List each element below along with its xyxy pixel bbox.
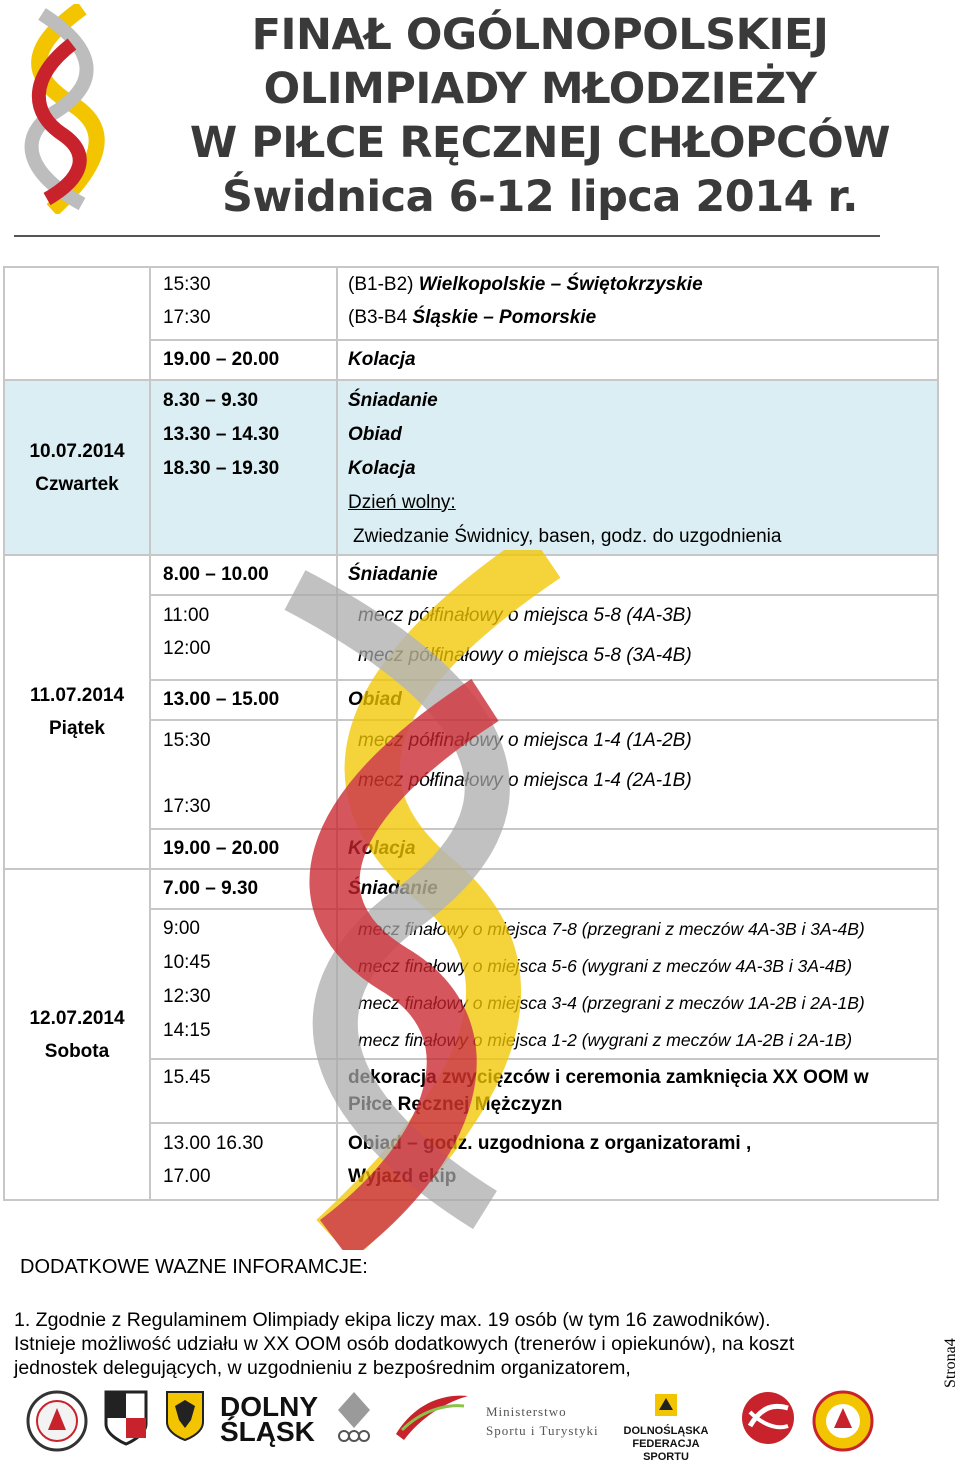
match-teams: Wielkopolskie – Świętokrzyskie: [418, 274, 703, 295]
time-cell: [150, 380, 337, 555]
time-value: 15:30: [163, 274, 211, 295]
time-value: 14:15: [163, 1020, 211, 1041]
match-teams: Śląskie – Pomorskie: [412, 307, 597, 328]
day-cell: [4, 555, 150, 869]
time-value: 17.00: [163, 1166, 211, 1187]
time-value: 19.00 – 20.00: [163, 838, 280, 859]
info-line: Istnieje możliwość udziału w XX OOM osób dodatkowych (trenerów i opiekunów), na koszt: [14, 1333, 795, 1355]
event-value: Śniadanie: [348, 564, 438, 585]
event-value: Obiad: [348, 424, 402, 445]
day-cell: [4, 380, 150, 555]
time-value: 13.00 16.30: [163, 1133, 264, 1154]
event-value: dekoracja zwycięzców i ceremonia zamknięcia XX OOM w: [348, 1067, 869, 1088]
time-value: 9:00: [163, 918, 200, 939]
event-value: mecz półfinałowy o miejsca 1-4 (1A-2B): [358, 730, 692, 751]
table-row: [4, 267, 938, 340]
ministry-swoosh-logo: [392, 1390, 472, 1446]
event-value: Śniadanie: [348, 390, 438, 411]
event-value: Obiad – godz. uzgodniona z organizatorami ,: [348, 1133, 752, 1154]
event-value: Śniadanie: [348, 878, 438, 899]
day-name: Czwartek: [35, 473, 119, 495]
extra-info-text: [14, 1308, 914, 1380]
time-value: 11:00: [163, 605, 210, 626]
title-line-1: FINAŁ OGÓLNOPOLSKIEJ: [251, 10, 829, 60]
event-value: mecz finałowy o miejsca 3-4 (przegrani z meczów 1A-2B i 2A-1B): [358, 993, 865, 1013]
helix-watermark: [255, 550, 585, 1250]
table-row: [4, 380, 938, 555]
handball-federation-logo: [736, 1390, 800, 1448]
title-line-2: OLIMPIADY MŁODZIEŻY: [263, 64, 817, 114]
match-group: (B3-B4: [348, 307, 413, 328]
day-date: 12.07.2014: [29, 1007, 125, 1029]
event-value: Wyjazd ekip: [348, 1166, 457, 1187]
time-value: 17:30: [163, 307, 211, 328]
page-title: [150, 8, 930, 224]
club-crest-logo: [26, 1390, 88, 1452]
free-day-label: Dzień wolny:: [348, 492, 456, 513]
event-value: mecz półfinałowy o miejsca 1-4 (2A-1B): [358, 770, 692, 791]
time-value: 12:30: [163, 986, 211, 1007]
event-cell: [337, 267, 938, 340]
header-divider: [14, 235, 880, 237]
city-coat-of-arms-logo: [104, 1390, 148, 1446]
time-value: 10:45: [163, 952, 211, 973]
time-value: 18.30 – 19.30: [163, 458, 280, 479]
regional-handball-association-logo: [812, 1390, 874, 1452]
info-line: 1. Zgodnie z Regulaminem Olimpiady ekipa liczy max. 19 osób (w tym 16 zawodników).: [14, 1309, 771, 1331]
day-name: Piątek: [49, 718, 105, 739]
event-cell: [337, 380, 938, 555]
time-value: 15.45: [163, 1067, 211, 1088]
time-value: 19.00 – 20.00: [163, 349, 280, 370]
event-value: mecz finałowy o miejsca 1-2 (wygrani z meczów 1A-2B i 2A-1B): [358, 1030, 853, 1050]
region-eagle-logo: [165, 1390, 205, 1442]
title-line-4: Świdnica 6-12 lipca 2014 r.: [222, 172, 858, 222]
event-value: mecz finałowy o miejsca 5-6 (wygrani z meczów 4A-3B i 3A-4B): [358, 956, 853, 976]
time-cell: [150, 267, 337, 340]
day-date: 10.07.2014: [29, 440, 125, 462]
time-value: 17:30: [163, 796, 211, 817]
time-value: 8.00 – 10.00: [163, 564, 269, 585]
day-name: Sobota: [44, 1040, 110, 1062]
event-value: Kolacja: [348, 458, 416, 479]
olympiad-helix-logo: [12, 4, 112, 214]
dolny-slask-logo: DOLNY ŚLĄSK: [220, 1391, 318, 1447]
event-value: mecz finałowy o miejsca 7-8 (przegrani z meczów 4A-3B i 3A-4B): [358, 919, 865, 939]
title-line-3: W PIŁCE RĘCZNEJ CHŁOPCÓW: [189, 118, 891, 168]
day-cell-empty: [4, 267, 150, 380]
event-value: Kolacja: [348, 349, 416, 370]
page-number: Strona4: [942, 1338, 959, 1388]
time-value: 15:30: [163, 730, 211, 751]
match-group: (B1-B2): [348, 274, 419, 295]
event-value: Obiad: [348, 689, 402, 710]
event-value: Kolacja: [348, 838, 416, 859]
event-value: mecz półfinałowy o miejsca 5-8 (3A-4B): [358, 645, 692, 666]
day-date: 11.07.2014: [29, 685, 125, 706]
day-cell: [4, 869, 150, 1200]
federation-logo: DOLNOŚLĄSKA FEDERACJA SPORTU: [610, 1390, 722, 1452]
ministry-logo: Ministerstwo Sportu i Turystyki: [486, 1404, 599, 1438]
time-value: 13.30 – 14.30: [163, 424, 280, 445]
time-value: 13.00 – 15.00: [163, 689, 280, 710]
olympic-committee-logo: [334, 1390, 374, 1446]
federation-icon: [651, 1390, 681, 1420]
time-cell: [150, 340, 337, 380]
event-value-cont: Piłce Ręcznej Mężczyzn: [348, 1094, 563, 1115]
info-line: jednostek delegujących, w uzgodnieniu z bezpośrednim organizatorem,: [14, 1357, 631, 1379]
event-cell: [337, 340, 938, 380]
time-value: 12:00: [163, 638, 211, 659]
event-value: mecz półfinałowy o miejsca 5-8 (4A-3B): [358, 605, 692, 626]
free-day-text: Zwiedzanie Świdnicy, basen, godz. do uzgodnienia: [353, 526, 782, 547]
sponsor-logos: [20, 1390, 940, 1463]
time-value: 7.00 – 9.30: [163, 878, 259, 899]
time-value: 8.30 – 9.30: [163, 390, 259, 411]
extra-info-heading: DODATKOWE WAZNE INFORAMCJE:: [20, 1256, 368, 1278]
